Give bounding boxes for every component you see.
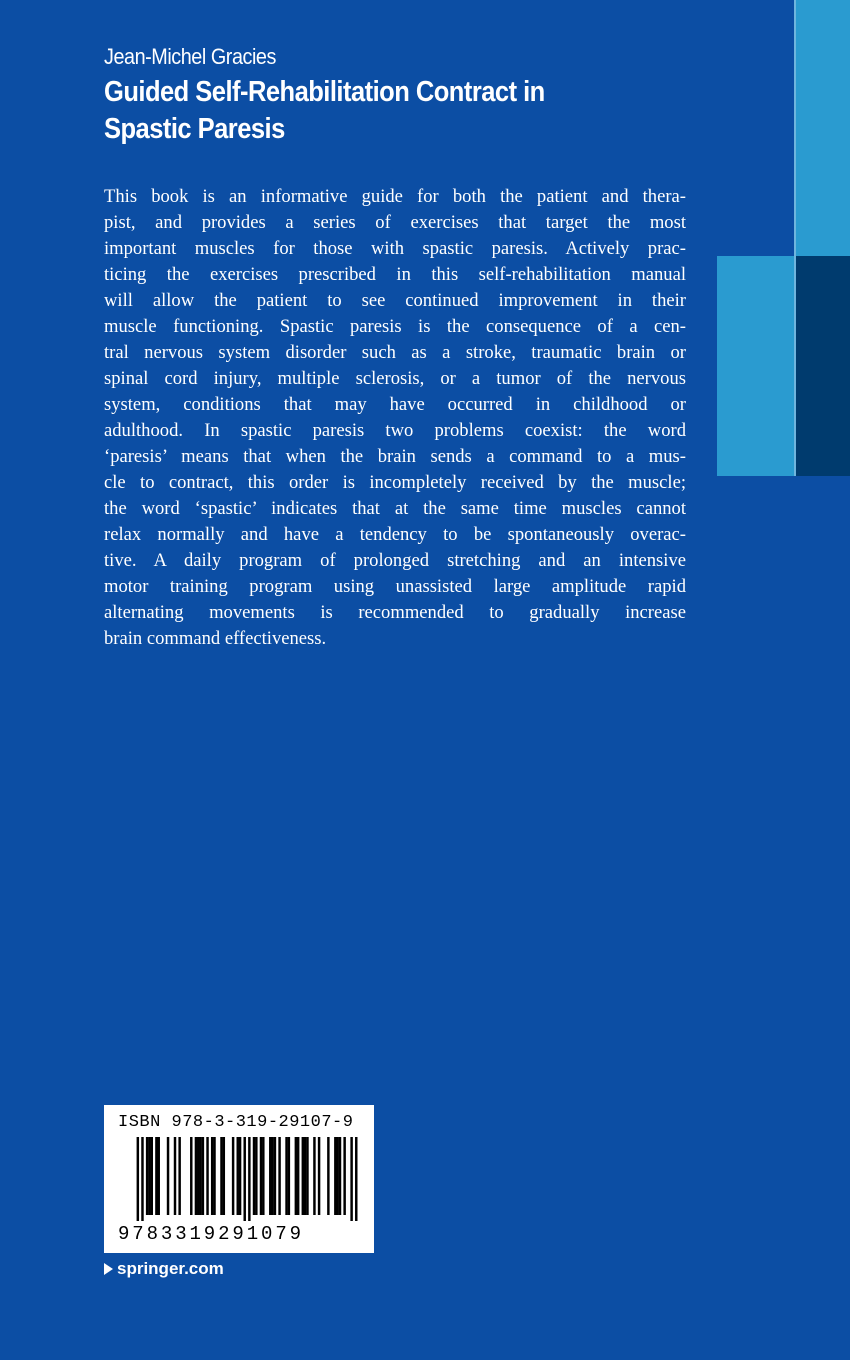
description-line: important muscles for those with spastic paresis. Actively prac-	[104, 238, 686, 259]
publisher-url: springer.com	[117, 1259, 224, 1278]
isbn-label: ISBN 978-3-319-29107-9	[118, 1113, 354, 1132]
book-title-line: Spastic Paresis	[104, 113, 285, 145]
publisher-link[interactable]	[104, 1259, 224, 1279]
description-line: adulthood. In spastic paresis two problems coexist: the word	[104, 420, 686, 441]
description-line: spinal cord injury, multiple sclerosis, or a tumor of the nervous	[104, 368, 686, 389]
barcode-bar	[269, 1137, 271, 1215]
barcode-bar	[223, 1137, 225, 1215]
barcode-bar	[151, 1137, 153, 1215]
description-line: relax normally and have a tendency to be spontaneously overac-	[104, 524, 686, 545]
barcode-bar	[158, 1137, 160, 1215]
barcode-bar	[336, 1137, 338, 1215]
book-description	[104, 184, 686, 652]
barcode-bar	[243, 1137, 245, 1221]
decorative-block-light	[717, 256, 794, 476]
description-line: motor training program using unassisted large amplitude rapid	[104, 576, 686, 597]
description-line: brain command effectiveness.	[104, 628, 327, 649]
barcode-bar	[232, 1137, 234, 1215]
barcode-bar	[255, 1137, 257, 1215]
description-line: alternating movements is recommended to gradually increase	[104, 602, 686, 623]
description-line: muscle functioning. Spastic paresis is the consequence of a cen-	[104, 316, 686, 337]
book-title	[104, 74, 650, 148]
barcode-bar	[278, 1137, 280, 1215]
barcode-bar	[271, 1137, 273, 1215]
description-line: ‘paresis’ means that when the brain sends a command to a mus-	[104, 446, 686, 467]
description-line: system, conditions that may have occurred in childhood or	[104, 394, 686, 415]
barcode-bar	[239, 1137, 241, 1215]
description-line: the word ‘spastic’ indicates that at the same time muscles cannot	[104, 498, 686, 519]
barcode-bar	[206, 1137, 208, 1215]
barcode-bar	[288, 1137, 290, 1215]
barcode-bar	[199, 1137, 201, 1215]
barcode-bars	[118, 1137, 362, 1221]
decorative-block-dark	[796, 256, 850, 476]
barcode-bar	[306, 1137, 308, 1215]
barcode-bar	[155, 1137, 157, 1215]
barcode-bar	[202, 1137, 204, 1215]
barcode-bar	[213, 1137, 215, 1215]
barcode-bar	[274, 1137, 276, 1215]
barcode-bar	[195, 1137, 197, 1215]
barcode-bar	[211, 1137, 213, 1215]
arrow-right-icon	[104, 1263, 113, 1275]
barcode-bar	[197, 1137, 199, 1215]
barcode-bar	[148, 1137, 150, 1215]
description-line: This book is an informative guide for both the patient and thera-	[104, 186, 686, 207]
barcode-bar	[355, 1137, 357, 1221]
barcode-bar	[339, 1137, 341, 1215]
barcode-digits: 9783319291079	[118, 1223, 304, 1245]
barcode-bar	[253, 1137, 255, 1215]
barcode-bar	[146, 1137, 148, 1215]
barcode-bar	[167, 1137, 169, 1215]
barcode-bar	[334, 1137, 336, 1215]
barcode-bar	[327, 1137, 329, 1215]
barcode-bar	[248, 1137, 250, 1221]
barcode-bar	[302, 1137, 304, 1215]
barcode-bar	[190, 1137, 192, 1215]
barcode-bar	[220, 1137, 222, 1215]
isbn-barcode	[104, 1105, 374, 1253]
barcode-bar	[237, 1137, 239, 1215]
barcode-bar	[260, 1137, 262, 1215]
barcode-bar	[178, 1137, 180, 1215]
description-line: pist, and provides a series of exercises that target the most	[104, 212, 686, 233]
barcode-bar	[313, 1137, 315, 1215]
decorative-block-top	[796, 0, 850, 256]
description-line: tral nervous system disorder such as a stroke, traumatic brain or	[104, 342, 686, 363]
barcode-bar	[295, 1137, 297, 1215]
barcode-bar	[174, 1137, 176, 1215]
barcode-bar	[297, 1137, 299, 1215]
barcode-bar	[141, 1137, 143, 1221]
book-title-line: Guided Self-Rehabilitation Contract in	[104, 76, 545, 108]
author-name: Jean-Michel Gracies	[104, 44, 276, 69]
barcode-bar	[137, 1137, 139, 1221]
barcode-bar	[350, 1137, 352, 1221]
barcode-bar	[285, 1137, 287, 1215]
barcode-bar	[304, 1137, 306, 1215]
barcode-bar	[262, 1137, 264, 1215]
description-line: cle to contract, this order is incompletely received by the muscle;	[104, 472, 686, 493]
description-line: tive. A daily program of prolonged stretching and an intensive	[104, 550, 686, 571]
description-line: ticing the exercises prescribed in this self-rehabilitation manual	[104, 264, 686, 285]
barcode-bar	[318, 1137, 320, 1215]
description-line: will allow the patient to see continued improvement in their	[104, 290, 686, 311]
barcode-bar	[343, 1137, 345, 1215]
